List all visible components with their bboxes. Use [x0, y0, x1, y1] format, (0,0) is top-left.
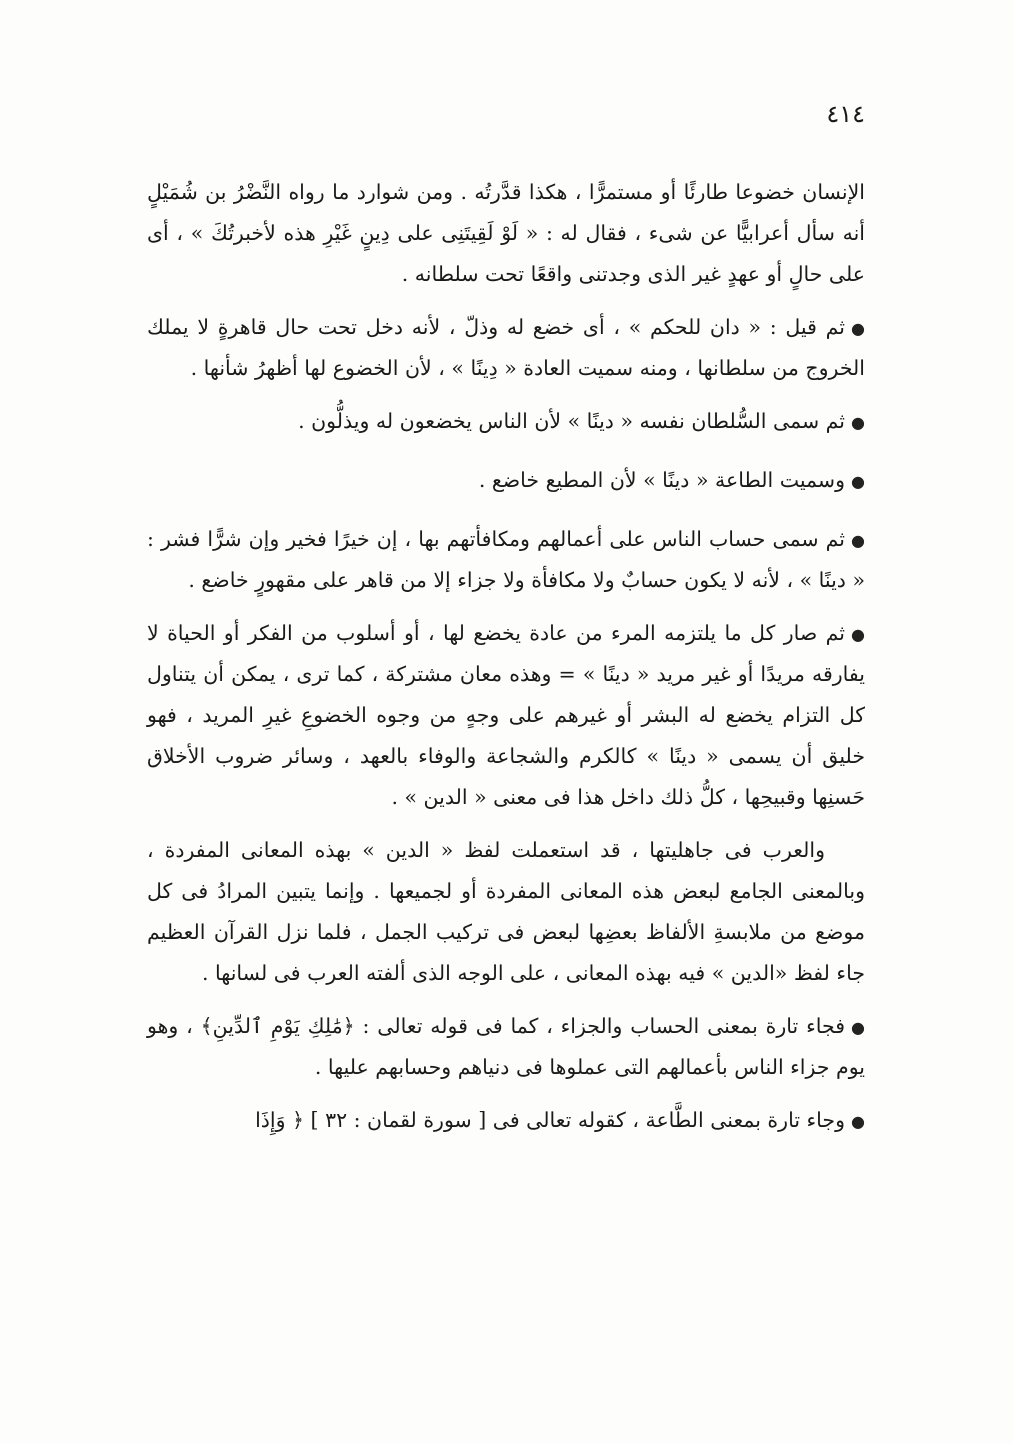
paragraph: [147, 307, 865, 389]
paragraph: [147, 519, 865, 601]
paragraph-text: فجاء تارة بمعنى الحساب والجزاء ، كما فى قوله تعالى : ﴿مَٰلِكِ يَوْمِ ٱلدِّينِ﴾ ، وهو يوم جزاء الناس بأعمالهم التى عملوها فى دنياهم وحسابهم عليها .: [147, 1014, 865, 1079]
paragraph-text: ثم قيل : « دان للحكم » ، أى خضع له وذلّ ، لأنه دخل تحت حال قاهرةٍ لا يملك الخروج من سلطانها ، ومنه سميت العادة « دِينًا » ، لأن الخضوع لها أظهرُ شأنها .: [147, 315, 865, 380]
paragraph: [147, 1006, 865, 1088]
bullet-dot-icon: ●: [851, 318, 865, 338]
bullet-dot-icon: ●: [851, 471, 865, 491]
paragraph-text: والعرب فى جاهليتها ، قد استعملت لفظ « الدين » بهذه المعانى المفردة ، وبالمعنى الجامع لبعض هذه المعانى المفردة أو لجميعها . وإنما يتبين المرادُ فى كل موضع من ملابسةِ الألفاظ بعضِها لبعض فى تركيب الجمل ، فلما نزل القرآن العظيم جاء لفظ «الدين » فيه بهذه المعانى ، على الوجه الذى ألفته العرب فى لسانها .: [147, 838, 865, 985]
page-number: ٤١٤: [826, 100, 865, 128]
bullet-dot-icon: ●: [851, 412, 865, 432]
bullet-dot-icon: ●: [851, 1017, 865, 1037]
paragraph-text: الإنسان خضوعا طارئًا أو مستمرًّا ، هكذا قدَّرتُه . ومن شوارد ما رواه النَّضْرُ بن شُمَيْلٍ أنه سأل أعرابيًّا عن شىء ، فقال له : « لَوْ لَقِيتَنِى على دِينٍ غَيْرِ هذه لأخبرتُكَ » ، أى على حالٍ أو عهدٍ غير الذى وجدتنى واقعًا تحت سلطانه .: [147, 180, 865, 286]
paragraph-text: ثم سمى حساب الناس على أعمالهم ومكافأتهم بها ، إن خيرًا فخير وإن شرًّا فشر : « دينًا » ، لأنه لا يكون حسابٌ ولا مكافأة ولا جزاء إلا من قاهر على مقهورٍ خاضع .: [147, 527, 865, 592]
paragraph: [147, 830, 865, 994]
paragraph-text: ثم سمى السُّلطان نفسه « دينًا » لأن الناس يخضعون له ويذلُّون .: [298, 409, 845, 433]
paragraph-text: وسميت الطاعة « دينًا » لأن المطيع خاضع .: [478, 468, 845, 492]
paragraph: [147, 460, 865, 501]
paragraph: [147, 1100, 865, 1141]
paragraph-text: وجاء تارة بمعنى الطَّاعة ، كقوله تعالى فى [ سورة لقمان : ٣٢ ] ﴿ وَإِذَا: [255, 1108, 845, 1132]
bullet-dot-icon: ●: [851, 624, 865, 644]
paragraph: [147, 401, 865, 442]
paragraph: [147, 613, 865, 818]
bullet-dot-icon: ●: [851, 1111, 865, 1131]
paragraph-text: ثم صار كل ما يلتزمه المرء من عادة يخضع لها ، أو أسلوب من الفكر أو الحياة لا يفارقه مريدًا أو غير مريد « دينًا » = وهذه معان مشتركة ، كما ترى ، يمكن أن يتناول كل التزام يخضع له البشر أو غيرهم على وجهٍ من وجوه الخضوعِ غيرِ المريد ، فهو خليق أن يسمى « دينًا » كالكرم والشجاعة والوفاء بالعهد ، وسائر ضروب الأخلاق حَسنِها وقبيحِها ، كلُّ ذلك داخل هذا فى معنى « الدين » .: [147, 621, 865, 809]
paragraph: [147, 172, 865, 295]
page-body: [147, 172, 865, 1153]
bullet-dot-icon: ●: [851, 530, 865, 550]
